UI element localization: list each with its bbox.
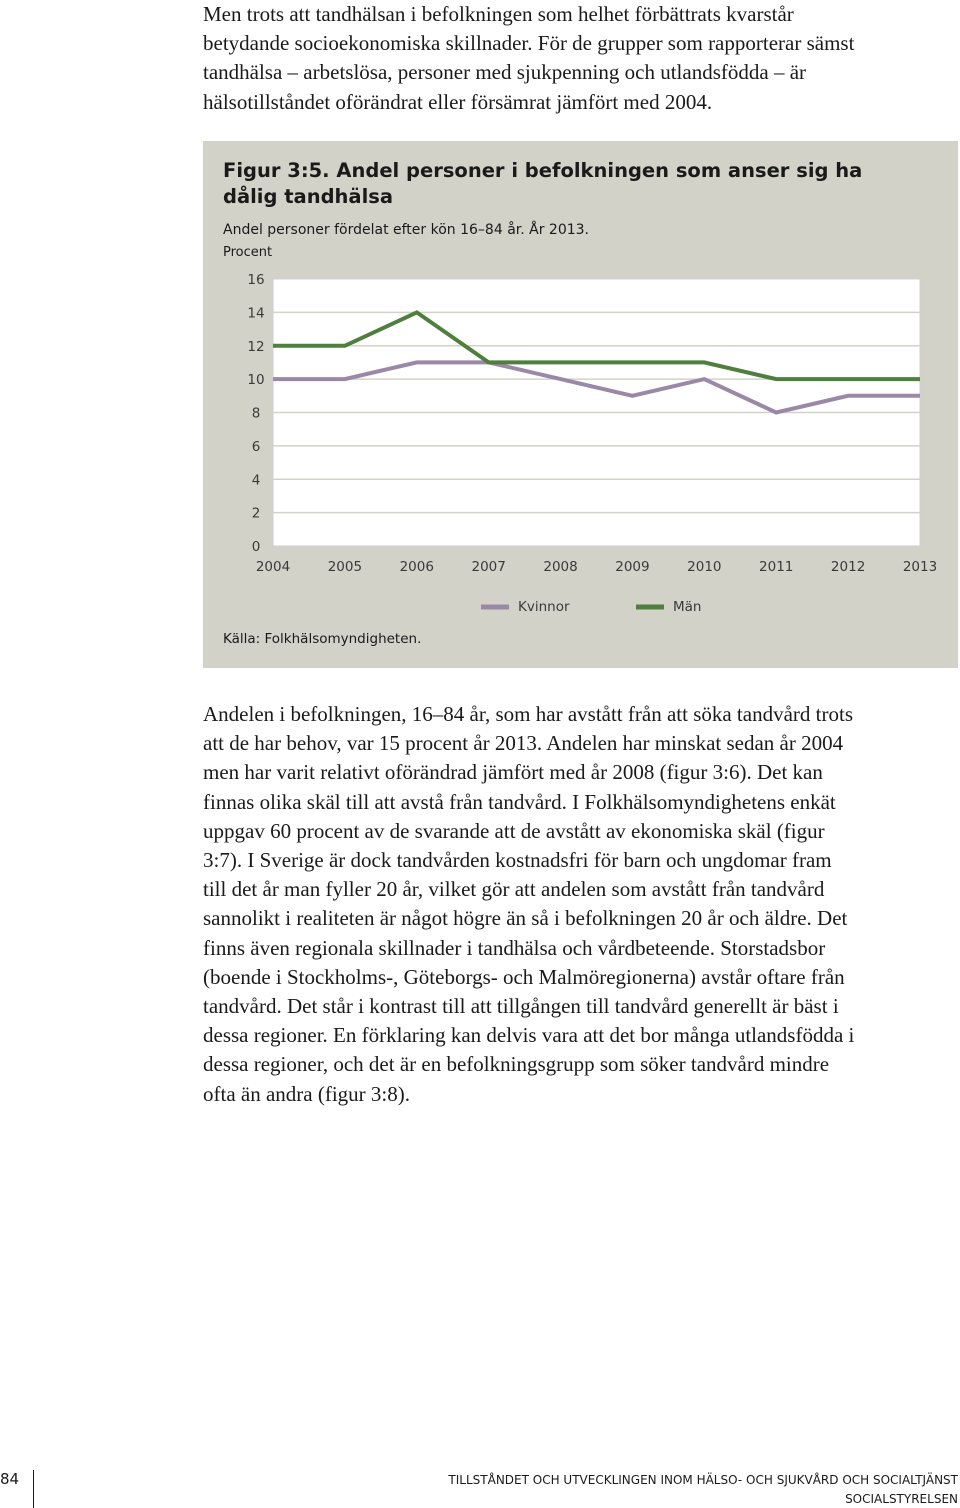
x-tick-label: 2004 (255, 559, 291, 575)
footer-org: SOCIALSTYRELSEN (845, 1492, 958, 1506)
y-tick-label: 12 (247, 338, 265, 355)
page-number: 84 (0, 1470, 20, 1488)
x-tick-label: 2007 (471, 559, 506, 575)
body-line: finnas olika skäl till att avstå från tandvård. I Folkhälsomyndighetens enkät (203, 789, 836, 814)
body-line: (boende i Stockholms-, Göteborgs- och Malmöregionerna) avstår oftare från (203, 964, 845, 989)
body-line: uppgav 60 procent av de svarande att de avstått av ekonomiska skäl (figur (203, 818, 825, 843)
figure-subtitle: Andel personer fördelat efter kön 16–84 år. År 2013. (223, 222, 590, 238)
body-line: att de har behov, var 15 procent år 2013. Andelen har minskat sedan år 2004 (203, 731, 844, 756)
x-tick-label: 2009 (615, 559, 650, 575)
body-line: tandvård. Det står i kontrast till att tillgången till tandvård generellt är bäst i (203, 994, 839, 1019)
legend-label: Män (673, 599, 702, 615)
x-tick-label: 2005 (327, 559, 363, 575)
figure-box (203, 141, 958, 668)
y-tick-label: 16 (247, 272, 265, 288)
y-tick-label: 2 (251, 505, 261, 522)
body-line: finns även regionala skillnader i tandhälsa och vårdbeteende. Storstadsbor (203, 935, 826, 960)
y-tick-label: 4 (251, 472, 261, 489)
y-tick-label: 14 (247, 305, 265, 322)
y-axis-label: Procent (223, 245, 273, 260)
line-chart (203, 141, 958, 668)
intro-paragraph (203, 0, 854, 117)
x-tick-label: 2010 (687, 559, 722, 575)
body-line: dessa regioner. En förklaring kan delvis vara att det bor många utlandsfödda i (203, 1023, 855, 1048)
y-tick-label: 8 (251, 405, 261, 422)
figure-title-line: dålig tandhälsa (223, 185, 394, 208)
figure-source: Källa: Folkhälsomyndigheten. (223, 631, 422, 647)
footer-divider (33, 1470, 34, 1508)
x-tick-label: 2006 (399, 559, 434, 575)
intro-line: tandhälsa – arbetslösa, personer med sjukpenning och utlandsfödda – är (203, 60, 807, 85)
y-tick-label: 6 (251, 438, 261, 455)
x-tick-label: 2012 (830, 559, 866, 575)
body-line: ofta än andra (figur 3:8). (203, 1081, 410, 1106)
body-line: dessa regioner, och det är en befolkningsgrupp som söker tandvård mindre (203, 1052, 830, 1077)
y-tick-label: 0 (251, 539, 261, 555)
x-tick-label: 2011 (759, 559, 794, 575)
intro-line: hälsotillståndet oförändrat eller försämrat jämfört med 2004. (203, 89, 713, 114)
body-line: till det år man fyller 20 år, vilket gör att andelen som avstått från tandvård (203, 877, 825, 902)
body-line: Andelen i befolkningen, 16–84 år, som har avstått från att söka tandvård trots (203, 702, 853, 726)
x-tick-label: 2008 (543, 559, 578, 575)
footer-title: TILLSTÅNDET OCH UTVECKLINGEN INOM HÄLSO- OCH SJUKVÅRD OCH SOCIALTJÄNST (448, 1473, 958, 1487)
y-tick-label: 10 (247, 372, 265, 389)
body-line: sannolikt i realiteten är något högre än så i befolkningen 20 år och äldre. Det (203, 906, 848, 931)
body-line: men har varit relativt oförändrad jämfört med år 2008 (figur 3:6). Det kan (203, 760, 823, 785)
x-tick-label: 2013 (902, 559, 938, 575)
body-paragraph (203, 700, 854, 1109)
body-line: 3:7). I Sverige är dock tandvården kostnadsfri för barn och ungdomar fram (203, 848, 832, 873)
intro-line: Men trots att tandhälsan i befolkningen som helhet förbättrats kvarstår (203, 2, 794, 26)
intro-line: betydande socioekonomiska skillnader. För de grupper som rapporterar sämst (203, 31, 855, 56)
figure-title-line: Figur 3:5. Andel personer i befolkningen som anser sig ha (223, 159, 863, 182)
legend-label: Kvinnor (518, 599, 570, 615)
